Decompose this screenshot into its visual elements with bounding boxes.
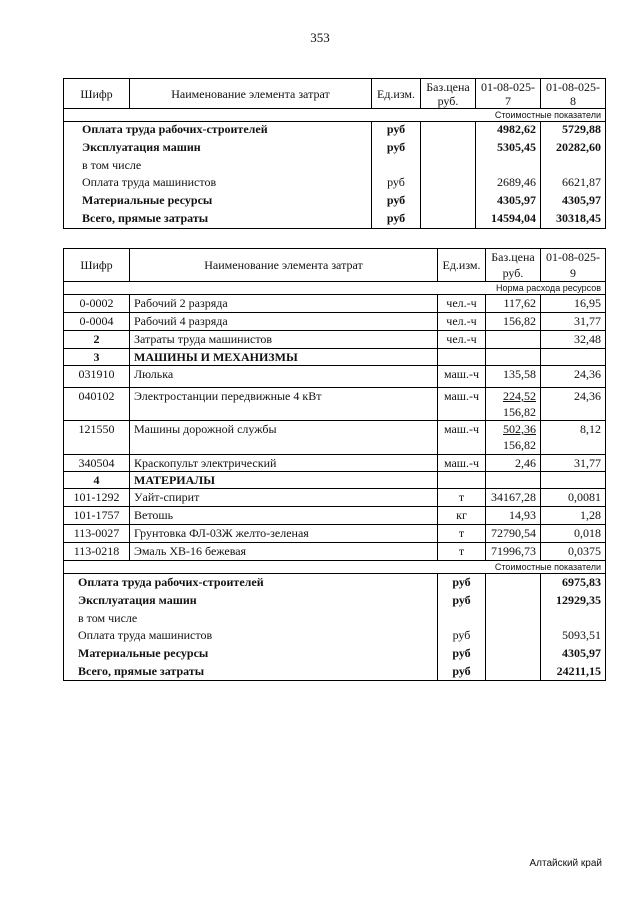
section-label: Стоимостные показатели xyxy=(64,109,606,122)
resource-norm: 31,77 xyxy=(541,313,606,331)
cost-row-value: 14594,04 xyxy=(476,211,541,229)
header-base-price: Баз.цена руб. xyxy=(421,79,476,109)
summary-name: Всего, прямые затраты xyxy=(64,663,438,681)
summary-unit: руб xyxy=(438,592,486,610)
cost-row-name: Оплата труда машинистов xyxy=(64,175,372,193)
resource-code: 2 xyxy=(64,331,130,349)
resource-name: Эмаль ХВ-16 бежевая xyxy=(130,543,438,561)
resource-norm xyxy=(541,349,606,366)
cost-row-unit: руб xyxy=(372,175,421,193)
resource-norm: 32,48 xyxy=(541,331,606,349)
summary-name: Оплата труда рабочих-строителей xyxy=(64,574,438,592)
resource-name: Ветошь xyxy=(130,507,438,525)
cost-row-empty xyxy=(421,122,476,140)
resource-unit: маш.-ч xyxy=(438,455,486,472)
cost-row-name: Материальные ресурсы xyxy=(64,193,372,211)
resource-code: 113-0027 xyxy=(64,525,130,543)
resource-price: 156,82 xyxy=(486,313,541,331)
summary-value: 4305,97 xyxy=(541,645,606,663)
resource-norm: 8,12 xyxy=(541,421,606,455)
resource-price xyxy=(486,349,541,366)
resource-price-main: 502,36 xyxy=(503,422,536,436)
section-code: 3 xyxy=(64,349,130,366)
resource-price: 72790,54 xyxy=(486,525,541,543)
cost-row-unit: руб xyxy=(372,193,421,211)
resource-norm: 1,28 xyxy=(541,507,606,525)
header-base-price: Баз.цена руб. xyxy=(486,249,541,282)
cost-row-empty xyxy=(421,193,476,211)
cost-row-name: Оплата труда рабочих-строителей xyxy=(64,122,372,140)
resource-price: 14,93 xyxy=(486,507,541,525)
header-code: Шифр xyxy=(64,249,130,282)
resource-price: 34167,28 xyxy=(486,489,541,507)
resource-norm: 31,77 xyxy=(541,455,606,472)
footer-region: Алтайский край xyxy=(529,858,602,869)
cost-row-value: 6621,87 xyxy=(541,175,606,193)
resource-unit xyxy=(438,349,486,366)
resource-norm: 24,36 xyxy=(541,366,606,388)
resource-norm xyxy=(541,472,606,489)
cost-row-value: 4982,62 xyxy=(476,122,541,140)
summary-empty xyxy=(486,610,541,627)
section-title: МАШИНЫ И МЕХАНИЗМЫ xyxy=(130,349,438,366)
resource-code: 101-1292 xyxy=(64,489,130,507)
resource-name: Электростанции передвижные 4 кВт xyxy=(130,388,438,421)
resource-code: 031910 xyxy=(64,366,130,388)
header-code: Шифр xyxy=(64,79,130,109)
summary-unit xyxy=(438,610,486,627)
summary-unit: руб xyxy=(438,627,486,645)
summary-empty xyxy=(486,592,541,610)
summary-unit: руб xyxy=(438,663,486,681)
cost-row-unit xyxy=(372,158,421,175)
header-name: Наименование элемента затрат xyxy=(130,79,372,109)
resource-name: Краскопульт электрический xyxy=(130,455,438,472)
cost-row-empty xyxy=(421,158,476,175)
resource-price-secondary: 156,82 xyxy=(503,438,536,452)
resource-norm: 0,0081 xyxy=(541,489,606,507)
resource-price: 2,46 xyxy=(486,455,541,472)
resource-code: 0-0004 xyxy=(64,313,130,331)
resource-price xyxy=(486,421,541,455)
cost-row-empty xyxy=(421,140,476,158)
resource-code: 040102 xyxy=(64,388,130,421)
summary-name: Оплата труда машинистов xyxy=(64,627,438,645)
header-col-9: 01-08-025-9 xyxy=(541,249,606,282)
cost-row-value: 2689,46 xyxy=(476,175,541,193)
resource-name: Грунтовка ФЛ-03Ж желто-зеленая xyxy=(130,525,438,543)
resource-name: Люлька xyxy=(130,366,438,388)
cost-row-value xyxy=(476,158,541,175)
resource-unit: кг xyxy=(438,507,486,525)
resource-name: Уайт-спирит xyxy=(130,489,438,507)
resource-norm: 0,0375 xyxy=(541,543,606,561)
cost-row-empty xyxy=(421,211,476,229)
cost-row-value: 4305,97 xyxy=(476,193,541,211)
resource-price: 117,62 xyxy=(486,295,541,313)
resource-norm: 16,95 xyxy=(541,295,606,313)
resource-unit: маш.-ч xyxy=(438,388,486,421)
cost-row-unit: руб xyxy=(372,211,421,229)
resource-price xyxy=(486,331,541,349)
resource-unit: чел.-ч xyxy=(438,313,486,331)
resource-code: 340504 xyxy=(64,455,130,472)
resource-price: 135,58 xyxy=(486,366,541,388)
resource-unit: чел.-ч xyxy=(438,295,486,313)
summary-name: Материальные ресурсы xyxy=(64,645,438,663)
resource-name: Машины дорожной службы xyxy=(130,421,438,455)
header-name: Наименование элемента затрат xyxy=(130,249,438,282)
resource-name: Рабочий 2 разряда xyxy=(130,295,438,313)
summary-unit: руб xyxy=(438,645,486,663)
resource-price xyxy=(486,472,541,489)
cost-row-name: в том числе xyxy=(64,158,372,175)
resource-unit: чел.-ч xyxy=(438,331,486,349)
resource-price-secondary: 156,82 xyxy=(503,405,536,419)
cost-label: Стоимостные показатели xyxy=(64,561,606,574)
header-col-7: 01-08-025-7 xyxy=(476,79,541,109)
cost-row-value: 20282,60 xyxy=(541,140,606,158)
resource-unit: т xyxy=(438,525,486,543)
cost-row-unit: руб xyxy=(372,122,421,140)
header-col-8: 01-08-025-8 xyxy=(541,79,606,109)
resource-unit: маш.-ч xyxy=(438,421,486,455)
resource-norm: 24,36 xyxy=(541,388,606,421)
cost-row-value: 30318,45 xyxy=(541,211,606,229)
summary-empty xyxy=(486,645,541,663)
summary-value: 5093,51 xyxy=(541,627,606,645)
section-code: 4 xyxy=(64,472,130,489)
resource-unit: т xyxy=(438,489,486,507)
resource-table-2 xyxy=(63,248,606,681)
cost-row-name: Эксплуатация машин xyxy=(64,140,372,158)
summary-value: 6975,83 xyxy=(541,574,606,592)
summary-value: 12929,35 xyxy=(541,592,606,610)
resource-price: 71996,73 xyxy=(486,543,541,561)
resource-norm: 0,018 xyxy=(541,525,606,543)
cost-table-1 xyxy=(63,78,606,229)
resource-name: Рабочий 4 разряда xyxy=(130,313,438,331)
resource-price-main: 224,52 xyxy=(503,389,536,403)
resource-code: 101-1757 xyxy=(64,507,130,525)
summary-name: Эксплуатация машин xyxy=(64,592,438,610)
summary-empty xyxy=(486,663,541,681)
cost-row-value: 5729,88 xyxy=(541,122,606,140)
resource-price xyxy=(486,388,541,421)
norm-label: Норма расхода ресурсов xyxy=(64,282,606,295)
header-unit: Ед.изм. xyxy=(438,249,486,282)
resource-unit xyxy=(438,472,486,489)
cost-row-value: 5305,45 xyxy=(476,140,541,158)
resource-unit: т xyxy=(438,543,486,561)
resource-unit: маш.-ч xyxy=(438,366,486,388)
summary-value: 24211,15 xyxy=(541,663,606,681)
cost-row-empty xyxy=(421,175,476,193)
summary-name: в том числе xyxy=(64,610,438,627)
cost-row-value: 4305,97 xyxy=(541,193,606,211)
summary-value xyxy=(541,610,606,627)
cost-row-name: Всего, прямые затраты xyxy=(64,211,372,229)
header-unit: Ед.изм. xyxy=(372,79,421,109)
cost-row-unit: руб xyxy=(372,140,421,158)
resource-code: 0-0002 xyxy=(64,295,130,313)
resource-code: 121550 xyxy=(64,421,130,455)
summary-unit: руб xyxy=(438,574,486,592)
resource-code: 113-0218 xyxy=(64,543,130,561)
cost-row-value xyxy=(541,158,606,175)
section-title: МАТЕРИАЛЫ xyxy=(130,472,438,489)
summary-empty xyxy=(486,574,541,592)
summary-empty xyxy=(486,627,541,645)
resource-name: Затраты труда машинистов xyxy=(130,331,438,349)
page-number: 353 xyxy=(310,30,330,45)
